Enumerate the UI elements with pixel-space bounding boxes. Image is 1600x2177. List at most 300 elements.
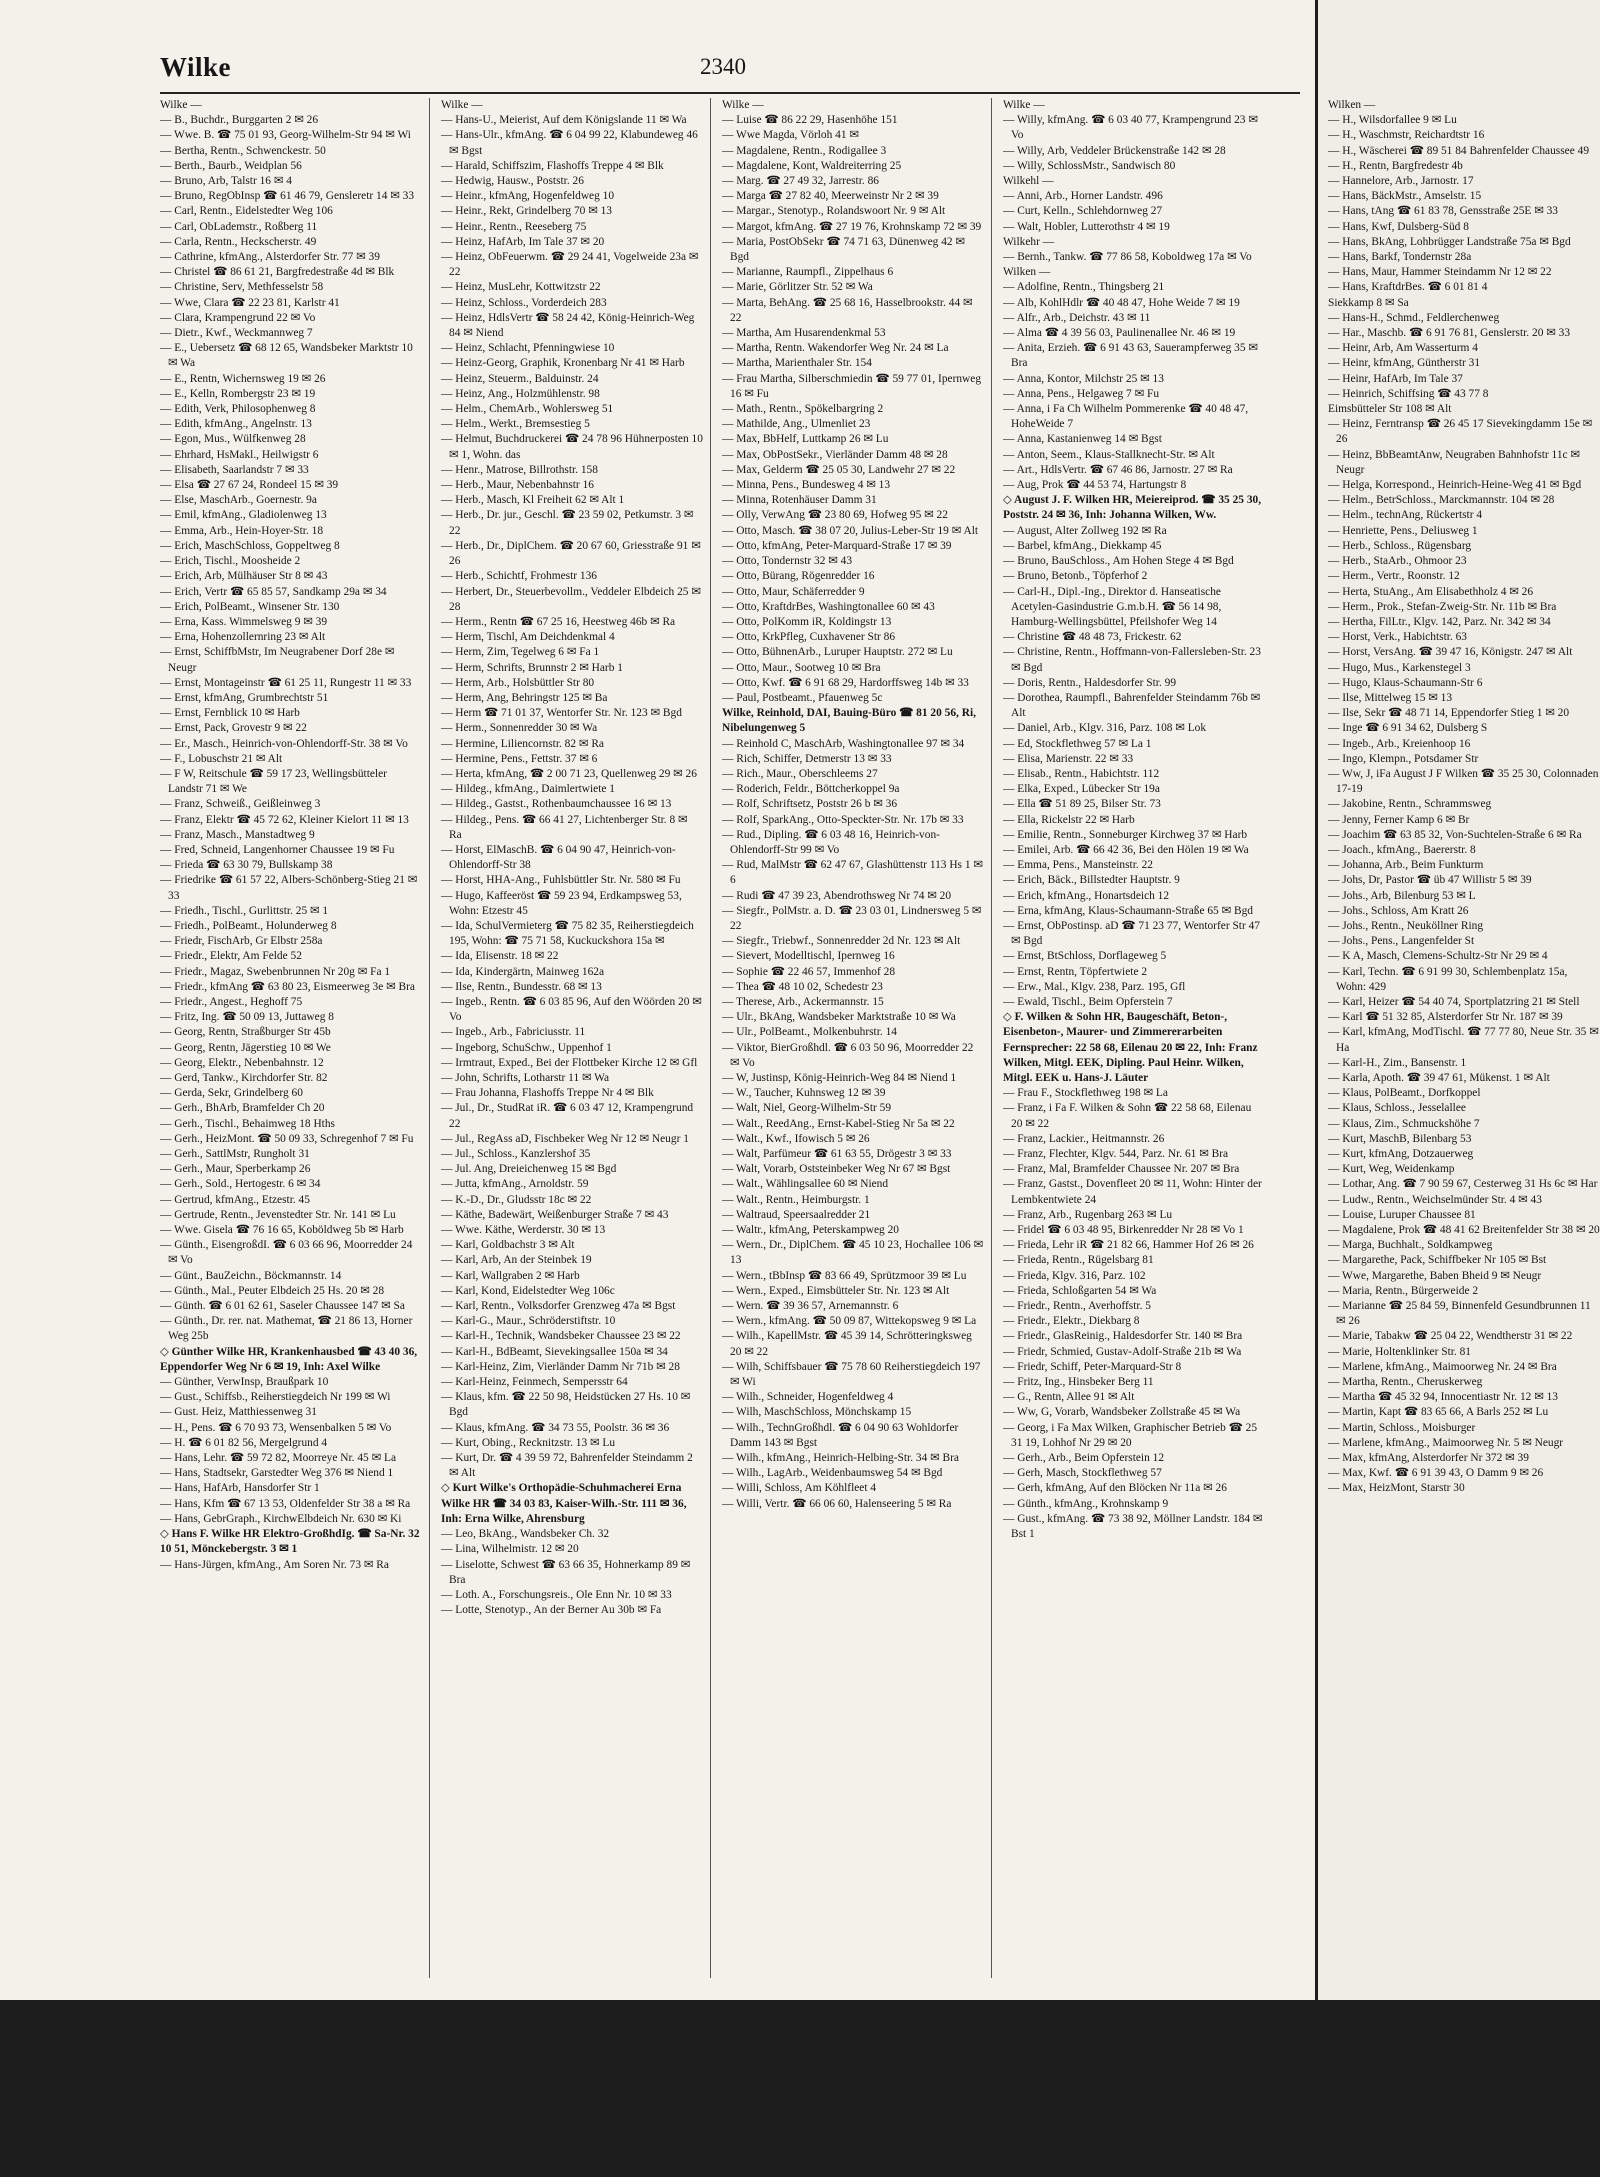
directory-entry: — Erw., Mal., Klgv. 238, Parz. 195, Gfl (1003, 980, 1186, 993)
directory-entry: — Klaus, Zim., Schmuckshöhe 7 (1328, 1117, 1480, 1130)
directory-entry: — Heinz, Ang., Holzmühlenstr. 98 (441, 387, 600, 400)
directory-entry: — Frau F., Stockflethweg 198 ✉ La (1003, 1087, 1168, 1100)
directory-entry: — Max, HeizMont, Starstr 30 (1328, 1482, 1465, 1495)
directory-entry: — Herm., Rentn ☎ 67 25 16, Heestweg 46b ✉ Ra (441, 615, 676, 628)
directory-entry: — Franz, Arb., Rugenbarg 263 ✉ Lu (1003, 1208, 1173, 1221)
directory-entry: — Johs., Pens., Langenfelder St (1328, 935, 1475, 948)
directory-entry: — Clara, Krampengrund 22 ✉ Vo (160, 311, 316, 324)
directory-entry: — Joach., kfmAng., Baererstr. 8 (1328, 843, 1476, 856)
directory-entry: — Marlene, kfmAng., Maimoorweg Nr. 5 ✉ Neugr (1328, 1436, 1564, 1449)
directory-entry: — Hans-U., Meierist, Auf dem Königslande 11 ✉ Wa (441, 114, 687, 127)
directory-entry: — Frieda, Klgv. 316, Parz. 102 (1003, 1269, 1146, 1282)
directory-entry: — Otto, KraftdrBes, Washingtonallee 60 ✉ 43 (722, 600, 935, 613)
directory-entry: — Waltraud, Speersaalredder 21 (722, 1208, 871, 1221)
directory-entry: — Ernst, SchiffbMstr, Im Neugrabener Dorf 28e ✉ Neugr (160, 646, 395, 674)
directory-entry: — Hermine, Liliencornstr. 82 ✉ Ra (441, 737, 604, 750)
directory-entry: — Karl ☎ 51 32 85, Alsterdorfer Str Nr. 187 ✉ 39 (1328, 1011, 1563, 1024)
directory-entry: — Friedh., PolBeamt., Holunderweg 8 (160, 919, 337, 932)
directory-entry: — Herb., Maur, Nebenbahnstr 16 (441, 479, 594, 492)
directory-entry: — Otto, PolKomm iR, Koldingstr 13 (722, 615, 892, 628)
directory-entry: — Karl, Goldbachstr 3 ✉ Alt (441, 1239, 575, 1252)
directory-entry: — Hans, KraftdrBes. ☎ 6 01 81 4 (1328, 281, 1488, 294)
directory-entry: — Willy, Arb, Veddeler Brückenstraße 142 ✉ 28 (1003, 144, 1226, 157)
directory-entry: — Otto, Masch. ☎ 38 07 20, Julius-Leber-Str 19 ✉ Alt (722, 524, 979, 537)
directory-entry: — F., Lobuschstr 21 ✉ Alt (160, 752, 283, 765)
directory-entry: — Lina, Wilhelmistr. 12 ✉ 20 (441, 1543, 579, 1556)
directory-entry: — Ludw., Rentn., Weichselmünder Str. 4 ✉ 43 (1328, 1193, 1542, 1206)
directory-entry: — Otto, Bürang, Rögenredder 16 (722, 570, 875, 583)
directory-entry: — Hans, Barkf, Tondernstr 28a (1328, 251, 1472, 264)
directory-entry: — Heinz, Schlacht, Pfenningwiese 10 (441, 342, 615, 355)
directory-entry: — Herm, Zim, Tegelweg 6 ✉ Fa 1 (441, 646, 600, 659)
directory-entry: — Gerd, Tankw., Kirchdorfer Str. 82 (160, 1072, 328, 1084)
directory-entry: — Willi, Vertr. ☎ 66 06 60, Halenseering 5 ✉ Ra (722, 1497, 952, 1510)
directory-entry: — Günth., Dr. rer. nat. Mathemat, ☎ 21 86 13, Horner Weg 25b (160, 1315, 413, 1343)
directory-entry: — Günt., BauZeichn., Böckmannstr. 14 (160, 1269, 342, 1282)
directory-entry: — Marie, Holtenklinker Str. 81 (1328, 1345, 1471, 1358)
directory-entry: — Bernh., Tankw. ☎ 77 86 58, Koboldweg 17a ✉ Vo (1003, 251, 1252, 264)
directory-entry: — Marg. ☎ 27 49 32, Jarrestr. 86 (722, 175, 879, 188)
directory-entry: — Wern., Dr., DiplChem. ☎ 45 10 23, Hochallee 106 ✉ 13 (722, 1239, 984, 1267)
directory-entry: — Ernst, BtSchloss, Dorflageweg 5 (1003, 950, 1167, 963)
directory-entry: — Anna, Kastanienweg 14 ✉ Bgst (1003, 433, 1162, 446)
directory-entry: — Klaus, PolBeamt., Dorfkoppel (1328, 1087, 1481, 1100)
directory-entry: — H. ☎ 6 01 82 56, Mergelgrund 4 (160, 1436, 328, 1449)
directory-entry: — Karl-H., BdBeamt, Sievekingsallee 150a ✉ 34 (441, 1345, 668, 1358)
directory-entry: — H., Waschmstr, Reichardtstr 16 (1328, 129, 1485, 142)
directory-entry: — Friedr., GlasReinig., Haldesdorfer Str. 140 ✉ Bra (1003, 1330, 1243, 1343)
directory-entry: — Marga, Buchhalt., Soldkampweg (1328, 1239, 1493, 1252)
directory-entry: — Wilh., KapellMstr. ☎ 45 39 14, Schrötteringksweg 20 ✉ 22 (722, 1330, 972, 1358)
directory-entry: — Rolf, SparkAng., Otto-Speckter-Str. Nr. 17b ✉ 33 (722, 813, 964, 826)
directory-entry: — Herm, Tischl, Am Deichdenkmal 4 (441, 631, 615, 644)
directory-entry: — Bertha, Rentn., Schwenckestr. 50 (160, 144, 326, 157)
directory-entry: — Herb., Schichtf, Frohmestr 136 (441, 570, 597, 583)
directory-entry: — Willy, SchlossMstr., Sandwisch 80 (1003, 159, 1176, 172)
directory-entry: — Otto, KrkPfleg, Cuxhavener Str 86 (722, 631, 896, 644)
directory-entry: — Carl, Rentn., Eidelstedter Weg 106 (160, 205, 333, 218)
directory-entry: — Martha, Marienthaler Str. 154 (722, 357, 872, 370)
directory-entry: — Edith, kfmAng., Angelnstr. 13 (160, 418, 312, 431)
directory-entry: — Heinz, Schloss., Vorderdeich 283 (441, 296, 607, 309)
directory-entry: — Wern. ☎ 39 36 57, Arnemannstr. 6 (722, 1300, 899, 1313)
directory-entry: Wilke, Reinhold, DAI, Bauing-Büro ☎ 81 20 56, Ri, Nibelungenweg 5 (722, 707, 976, 735)
directory-entry: — Leo, BkAng., Wandsbeker Ch. 32 (441, 1528, 610, 1541)
directory-entry: — Gust. Heiz, Matthiessenweg 31 (160, 1406, 317, 1419)
directory-entry: — Herm ☎ 71 01 37, Wentorfer Str. Nr. 123 ✉ Bgd (441, 707, 682, 720)
directory-entry: — Ernst, ObPostinsp. aD ☎ 71 23 77, Wentorfer Str 47 ✉ Bgd (1003, 919, 1260, 948)
directory-entry: — Friedr., Magaz, Swebenbrunnen Nr 20g ✉ Fa 1 (160, 965, 391, 978)
directory-entry: — Hans, BäckMstr., Amselstr. 15 (1328, 190, 1482, 203)
directory-entry: — G., Rentn, Allee 91 ✉ Alt (1003, 1391, 1135, 1404)
directory-entry: — Otto, Kwf. ☎ 6 91 68 29, Hardorffsweg 14b ✉ 33 (722, 676, 969, 689)
directory-entry: — Karl-H., Technik, Wandsbeker Chaussee 23 ✉ 22 (441, 1330, 681, 1343)
directory-entry: — Herm, Ang, Behringstr 125 ✉ Ba (441, 691, 608, 704)
directory-entry: — Ewald, Tischl., Beim Opferstein 7 (1003, 995, 1173, 1008)
directory-entry: — Ernst, Fernblick 10 ✉ Harb (160, 707, 300, 720)
directory-entry: — Wwe. Gisela ☎ 76 16 65, Koböldweg 5b ✉ Harb (160, 1224, 404, 1237)
directory-entry: — Elka, Exped., Lübecker Str 19a (1003, 783, 1160, 796)
directory-entry: — Aug, Prok ☎ 44 53 74, Hartungstr 8 (1003, 479, 1187, 492)
directory-entry: ◇ Kurt Wilke's Orthopädie-Schuhmacherei Erna Wilke HR ☎ 34 03 83, Kaiser-Wilh.-Str. 111 ✉ 36, Inh: Erna Wilke, Ahrensburg (441, 1482, 687, 1525)
directory-entry: — Walt, Vorarb, Oststeinbeker Weg Nr 67 ✉ Bgst (722, 1163, 951, 1176)
directory-entry: — Jenny, Ferner Kamp 6 ✉ Br (1328, 813, 1470, 826)
directory-entry: — Fred, Schneid, Langenhorner Chaussee 19 ✉ Fu (160, 843, 395, 856)
directory-entry: — Ernst, Pack, Grovestr 9 ✉ 22 (160, 722, 307, 735)
directory-entry: — Heinz, Ferntransp ☎ 26 45 17 Sievekingdamm 15e ✉ 26 (1328, 418, 1593, 446)
directory-entry: — Art., HdlsVertr. ☎ 67 46 86, Jarnostr. 27 ✉ Ra (1003, 463, 1233, 476)
directory-entry: — Heinz-Georg, Graphik, Kronenbarg Nr 41 ✉ Harb (441, 357, 685, 370)
directory-entry: — Ernst, Montageinstr ☎ 61 25 11, Rungestr 11 ✉ 33 (160, 676, 412, 689)
directory-entry: — Walt, Hobler, Lutterothstr 4 ✉ 19 (1003, 220, 1170, 233)
directory-entry: — Martha, Rentn. Wakendorfer Weg Nr. 24 ✉ La (722, 342, 949, 355)
directory-entry: — Henriette, Pens., Deliusweg 1 (1328, 524, 1478, 537)
directory-entry: — Ilse, Rentn., Bundesstr. 68 ✉ 13 (441, 980, 602, 993)
directory-entry: — Magdalene, Rentn., Rodigallee 3 (722, 144, 887, 157)
directory-entry: — Lotte, Stenotyp., An der Berner Au 30b ✉ Fa (441, 1604, 662, 1617)
directory-entry: — Frau Johanna, Flashoffs Treppe Nr 4 ✉ Blk (441, 1087, 654, 1100)
directory-entry: — Herta, kfmAng, ☎ 2 00 71 23, Quellenweg 29 ✉ 26 (441, 767, 697, 780)
directory-entry: — Edith, Verk, Philosophenweg 8 (160, 403, 316, 416)
directory-entry: — Hans, GebrGraph., KirchwElbdeich Nr. 630 ✉ Ki (160, 1512, 402, 1525)
directory-entry: — Herb., Schloss., Rügensbarg (1328, 539, 1472, 552)
directory-entry: — Elisabeth, Saarlandstr 7 ✉ 33 (160, 463, 309, 476)
directory-entry: — Else, MaschArb., Goernestr. 9a (160, 494, 317, 507)
directory-entry: — Hertha, FilLtr., Klgv. 142, Parz. Nr. 342 ✉ 34 (1328, 615, 1551, 628)
directory-entry: ◇ August J. F. Wilken HR, Meiereiprod. ☎ 35 25 30, Poststr. 24 ✉ 36, Inh: Johanna Wilken, Ww. (1003, 494, 1262, 522)
directory-entry: — Christine, Serv, Methfesselstr 58 (160, 281, 324, 294)
directory-entry: — Herm., Prok., Stefan-Zweig-Str. Nr. 11b ✉ Bra (1328, 600, 1557, 613)
directory-entry: — Gerh., BhArb, Bramfelder Ch 20 (160, 1102, 325, 1115)
directory-entry: — Franz, Flechter, Klgv. 544, Parz. Nr. 61 ✉ Bra (1003, 1148, 1229, 1161)
directory-entry: — Viktor, BierGroßhdl. ☎ 6 03 50 96, Moorredder 22 ✉ Vo (722, 1041, 974, 1069)
directory-entry: — Kurt, Weg, Weidenkamp (1328, 1163, 1455, 1176)
directory-entry: — Ingeb., Rentn. ☎ 6 03 85 96, Auf den Wöörden 20 ✉ Vo (441, 995, 702, 1024)
directory-entry: — Emilei, Arb. ☎ 66 42 36, Bei den Hölen 19 ✉ Wa (1003, 843, 1249, 856)
directory-entry: — Egon, Mus., Wülfkenweg 28 (160, 433, 306, 446)
directory-entry: — Hans, Maur, Hammer Steindamm Nr 12 ✉ 22 (1328, 266, 1552, 279)
directory-entry: — Ida, Elisenstr. 18 ✉ 22 (441, 950, 559, 963)
directory-entry: — Helm., BetrSchloss., Marckmannstr. 104 ✉ 28 (1328, 494, 1555, 507)
directory-entry: — Barbel, kfmAng., Diekkamp 45 (1003, 539, 1162, 552)
directory-entry: — Karl, Kond, Eidelstedter Weg 106c (441, 1284, 615, 1297)
directory-entry: — Herm, Arb., Holsbüttler Str 80 (441, 676, 595, 689)
directory-entry: — Waltr., kfmAng, Peterskampweg 20 (722, 1224, 899, 1237)
directory-entry: — Max, BbHelf, Luttkamp 26 ✉ Lu (722, 433, 889, 446)
directory-entry: — H., Wäscherei ☎ 89 51 84 Bahrenfelder Chaussee 49 (1328, 144, 1590, 157)
directory-entry: ◇ Günther Wilke HR, Krankenhausbed ☎ 43 40 36, Eppendorfer Weg Nr 6 ✉ 19, Inh: Axel Wilke (160, 1345, 418, 1373)
column-4 (1003, 98, 1265, 1993)
directory-entry: — Math., Rentn., Spökelbargring 2 (722, 403, 884, 416)
directory-entry: — Thea ☎ 48 10 02, Schedestr 23 (722, 980, 883, 993)
directory-entry: — Margot, kfmAng. ☎ 27 19 76, Krohnskamp 72 ✉ 39 (722, 220, 982, 233)
directory-entry: — Ed, Stockflethweg 57 ✉ La 1 (1003, 737, 1152, 750)
directory-entry: — Erna, Hohenzollernring 23 ✉ Alt (160, 631, 326, 644)
directory-entry: — Rudi ☎ 47 39 23, Abendrothsweg Nr 74 ✉ 20 (722, 889, 952, 902)
directory-entry: — Wwe, Margarethe, Baben Bheid 9 ✉ Neugr (1328, 1269, 1542, 1282)
directory-entry: — Dorothea, Raumpfl., Bahrenfelder Steindamm 76b ✉ Alt (1003, 691, 1261, 720)
directory-entry: — Luise ☎ 86 22 29, Hasenhöhe 151 (722, 114, 898, 127)
directory-entry: — Günth., EisengroßdI. ☎ 6 03 66 96, Moorredder 24 ✉ Vo (160, 1239, 413, 1267)
directory-entry: — Herb., Dr. jur., Geschl. ☎ 23 59 02, Petkumstr. 3 ✉ 22 (441, 509, 694, 537)
directory-entry: — Mathilde, Ang., Ulmenliet 23 (722, 418, 871, 431)
directory-entry: — Erich, PolBeamt., Winsener Str. 130 (160, 600, 340, 613)
directory-entry: — Klaus, Schloss., Jesselallee (1328, 1102, 1466, 1115)
directory-entry: — Emma, Pens., Mansteinstr. 22 (1003, 859, 1153, 872)
directory-entry: — Heinr, kfmAng, Güntherstr 31 (1328, 357, 1481, 370)
directory-entry: — Magdalene, Prok ☎ 48 41 62 Breitenfelder Str 38 ✉ 20 (1328, 1224, 1600, 1237)
directory-entry: — Franz, Schweiß., Geißleinweg 3 (160, 798, 321, 811)
directory-entry: — Heinz, HafArb, Im Tale 37 ✉ 20 (441, 235, 605, 248)
directory-entry: — Gertrud, kfmAng., Etzestr. 45 (160, 1193, 310, 1206)
directory-entry: — Herta, StuAng., Am Elisabethholz 4 ✉ 26 (1328, 585, 1534, 598)
directory-entry: — Karl-G., Maur., Schröderstiftstr. 10 (441, 1315, 616, 1328)
directory-entry: — Franz, i Fa F. Wilken & Sohn ☎ 22 58 68, Eilenau 20 ✉ 22 (1003, 1102, 1252, 1130)
directory-entry: — Johs, Dr, Pastor ☎ üb 47 Willistr 5 ✉ 39 (1328, 874, 1532, 887)
directory-entry: — Wern., Exped., Eimsbütteler Str. Nr. 123 ✉ Alt (722, 1284, 950, 1297)
directory-entry: — Erna, Kass. Wimmelsweg 9 ✉ 39 (160, 615, 328, 628)
directory-entry: Wilkehr — (1003, 235, 1055, 248)
directory-entry: — Günth., Mal., Peuter Elbdeich 25 Hs. 20 ✉ 28 (160, 1284, 385, 1297)
directory-entry: — Friedr, Schmied, Gustav-Adolf-Straße 21b ✉ Wa (1003, 1345, 1242, 1358)
directory-entry: — Erich, Arb, Mülhäuser Str 8 ✉ 43 (160, 570, 328, 583)
directory-entry: — Wwe. Käthe, Werderstr. 30 ✉ 13 (441, 1224, 606, 1237)
directory-entry: — H., Pens. ☎ 6 70 93 73, Wensenbalken 5 ✉ Vo (160, 1421, 392, 1434)
directory-entry: — Herm, Schrifts, Brunnstr 2 ✉ Harb 1 (441, 661, 623, 674)
directory-entry: — Hans-Ulr., kfmAng. ☎ 6 04 99 22, Klabundeweg 46 ✉ Bgst (441, 129, 698, 157)
directory-entry: — Karl, Heizer ☎ 54 40 74, Sportplatzring 21 ✉ Stell (1328, 995, 1580, 1008)
directory-entry: — Hans, Kfm ☎ 67 13 53, Oldenfelder Str 38 a ✉ Ra (160, 1497, 411, 1510)
directory-entry: — Walt., Wählingsallee 60 ✉ Niend (722, 1178, 889, 1191)
directory-entry: — Anton, Seem., Klaus-Stallknecht-Str. ✉ Alt (1003, 448, 1215, 461)
page-header (160, 50, 1295, 90)
directory-entry: — Ida, SchulVermieterg ☎ 75 82 35, Reiherstiegdeich 195, Wohn: ☎ 75 71 58, Kuckuckshora 15a ✉ (441, 919, 694, 948)
directory-entry: — Ww, G, Vorarb, Wandsbeker Zollstraße 45 ✉ Wa (1003, 1406, 1241, 1419)
directory-entry: — Christine ☎ 48 48 73, Frickestr. 62 (1003, 631, 1182, 644)
directory-entry: — Otto, Maur, Schäferredder 9 (722, 585, 865, 598)
directory-entry: Eimsbütteler Str 108 ✉ Alt (1328, 403, 1452, 416)
directory-entry: — Otto, Maur., Sootweg 10 ✉ Bra (722, 661, 881, 674)
directory-entry: — Irmtraut, Exped., Bei der Flottbeker Kirche 12 ✉ Gfl (441, 1056, 698, 1069)
directory-entry: — Emil, kfmAng., Gladiolenweg 13 (160, 509, 327, 522)
directory-entry: — Inge ☎ 6 91 34 62, Dulsberg S (1328, 722, 1488, 735)
directory-entry: — Rud., Dipling. ☎ 6 03 48 16, Heinrich-von-Ohlendorff-Str 99 ✉ Vo (722, 828, 940, 856)
directory-entry: — Ingo, Klempn., Potsdamer Str (1328, 752, 1479, 765)
directory-entry: — Georg, Rentn, Straßburger Str 45b (160, 1026, 331, 1039)
directory-entry: — Wilh., kfmAng., Heinrich-Helbing-Str. 34 ✉ Bra (722, 1452, 959, 1465)
directory-entry: — Sievert, Modelltischl, Ipernweg 16 (722, 950, 895, 963)
directory-entry: Wilke — (160, 99, 202, 111)
directory-entry: Siekkamp 8 ✉ Sa (1328, 296, 1409, 309)
directory-entry: — Olly, VerwAng ☎ 23 80 69, Hofweg 95 ✉ 22 (722, 509, 948, 522)
directory-entry: — Ella, Rickelstr 22 ✉ Harb (1003, 813, 1135, 826)
directory-entry: — Erich, kfmAng., Honartsdeich 12 (1003, 889, 1170, 902)
directory-entry: — Friedr., Elektr., Diekbarg 8 (1003, 1315, 1140, 1328)
column-divider (710, 98, 711, 1978)
directory-entry: — Max, Kwf. ☎ 6 91 39 43, O Damm 9 ✉ 26 (1328, 1467, 1544, 1480)
directory-entry: — Kurt, MaschB, Bilenbarg 53 (1328, 1132, 1472, 1145)
directory-entry: — Jakobine, Rentn., Schrammsweg (1328, 798, 1492, 811)
directory-entry: — Bruno, BauSchloss., Am Hohen Stege 4 ✉ Bgd (1003, 555, 1234, 568)
directory-entry: — Klaus, kfm. ☎ 22 50 98, Heidstücken 27 Hs. 10 ✉ Bgd (441, 1391, 691, 1419)
directory-entry: — Marianne ☎ 25 84 59, Binnenfeld Gesundbrunnen 11 ✉ 26 (1328, 1300, 1591, 1328)
directory-entry: — Frau Martha, Silberschmiedin ☎ 59 77 01, Ipernweg 16 ✉ Fu (722, 372, 982, 400)
directory-entry: — Anna, Pens., Helgaweg 7 ✉ Fu (1003, 387, 1160, 400)
directory-entry: — Walt, Niel, Georg-Wilhelm-Str 59 (722, 1102, 892, 1115)
directory-entry: — Franz, Elektr ☎ 45 72 62, Kleiner Kielort 11 ✉ 13 (160, 813, 409, 826)
directory-entry: — Heinz, MusLehr, Kottwitzstr 22 (441, 281, 601, 294)
directory-entry: — Ernst, kfmAng, Grumbrechtstr 51 (160, 691, 329, 704)
directory-entry: — Helm., technAng, Rückertstr 4 (1328, 509, 1483, 522)
directory-entry: — Erich, Vertr ☎ 65 85 57, Sandkamp 29a ✉ 34 (160, 585, 387, 598)
directory-entry: — Jutta, kfmAng., Arnoldstr. 59 (441, 1178, 589, 1191)
directory-entry: — Horst, HHA-Ang., Fuhlsbüttler Str. Nr. 580 ✉ Fu (441, 874, 681, 887)
directory-entry: — Doris, Rentn., Haldesdorfer Str. 99 (1003, 676, 1177, 689)
directory-entry: — Willi, Schloss, Am Köhlfleet 4 (722, 1482, 877, 1495)
directory-entry: — Bruno, Arb, Talstr 16 ✉ 4 (160, 175, 292, 188)
directory-entry: — Liselotte, Schwest ☎ 63 66 35, Hohnerkamp 89 ✉ Bra (441, 1558, 691, 1586)
directory-entry: — Wwe Magda, Vörloh 41 ✉ (722, 129, 859, 142)
directory-entry: — Karl, Arb, An der Steinbek 19 (441, 1254, 592, 1267)
directory-entry: — Otto, kfmAng, Peter-Marquard-Straße 17 ✉ 39 (722, 539, 952, 552)
directory-entry: — Friedr, Schiff, Peter-Marquard-Str 8 (1003, 1360, 1182, 1373)
directory-entry: — Emilie, Rentn., Sonneburger Kirchweg 37 ✉ Harb (1003, 828, 1248, 841)
directory-entry: — Walt., ReedAng., Ernst-Kabel-Stieg Nr 5a ✉ 22 (722, 1117, 955, 1130)
directory-entry: — Anni, Arb., Horner Landstr. 496 (1003, 190, 1163, 203)
directory-entry: — Wilh., Schneider, Hogenfeldweg 4 (722, 1391, 894, 1404)
directory-entry: — Minna, Pens., Bundesweg 4 ✉ 13 (722, 479, 891, 492)
directory-entry: — K A, Masch, Clemens-Schultz-Str Nr 29 ✉ 4 (1328, 950, 1548, 963)
directory-entry: — Günther, VerwInsp, Braußpark 10 (160, 1376, 329, 1389)
directory-entry: — Kurt, Obing., Recknitzstr. 13 ✉ Lu (441, 1436, 616, 1449)
directory-entry: — Kurt, Dr. ☎ 4 39 59 72, Bahrenfelder Steindamm 2 ✉ Alt (441, 1452, 693, 1480)
directory-entry: — Gerh., Tischl., Behaimweg 18 Hths (160, 1117, 335, 1130)
directory-entry: — Erich, Bäck., Billstedter Hauptstr. 9 (1003, 874, 1180, 887)
directory-entry: — Karl-Heinz, Zim, Vierländer Damm Nr 71b ✉ 28 (441, 1360, 680, 1373)
directory-entry: — Daniel, Arb., Klgv. 316, Parz. 108 ✉ Lok (1003, 722, 1207, 735)
directory-entry: — Ingeborg, SchuSchw., Uppenhof 1 (441, 1041, 612, 1054)
directory-entry: — Herbert, Dr., Steuerbevollm., Veddeler Elbdeich 25 ✉ 28 (441, 585, 701, 613)
directory-entry: — Walt., Kwf., Ifowisch 5 ✉ 26 (722, 1132, 870, 1145)
directory-entry: — Walt., Rentn., Heimburgstr. 1 (722, 1193, 870, 1206)
directory-entry: — Heinz, ObFeuerwm. ☎ 29 24 41, Vogelweide 23a ✉ 22 (441, 251, 699, 279)
directory-entry: — Herm., Vertr., Roonstr. 12 (1328, 570, 1460, 583)
directory-entry: — Alma ☎ 4 39 56 03, Paulinenallee Nr. 46 ✉ 19 (1003, 327, 1236, 340)
directory-entry: — Har., Maschb. ☎ 6 91 76 81, Genslerstr. 20 ✉ 33 (1328, 327, 1571, 340)
directory-entry: — Fritz, Ing., Hinsbeker Berg 11 (1003, 1376, 1154, 1389)
directory-entry: — Horst, VersAng. ☎ 39 47 16, Königstr. 247 ✉ Alt (1328, 646, 1573, 659)
directory-entry: — Bruno, RegObInsp ☎ 61 46 79, Gensleretr 14 ✉ 33 (160, 190, 415, 203)
directory-entry: — Dietr., Kwf., Weckmannweg 7 (160, 327, 313, 340)
directory-entry: — Franz, Gastst., Dovenfleet 20 ✉ 11, Wohn: Hinter der Lembkentwiete 24 (1003, 1178, 1262, 1206)
directory-entry: — Sophie ☎ 22 46 57, Immenhof 28 (722, 965, 896, 978)
directory-entry: — Ingeb., Arb., Kreienhoop 16 (1328, 737, 1471, 750)
directory-entry: — Jul., Dr., StudRat iR. ☎ 6 03 47 12, Krampengrund 22 (441, 1102, 694, 1130)
directory-entry: — Hans, BkAng, Lohbrügger Landstraße 75a ✉ Bgd (1328, 235, 1571, 248)
directory-entry: — Ingeb., Arb., Fabriciusstr. 11 (441, 1026, 586, 1039)
directory-entry: — Bruno, Betonb., Töpferhof 2 (1003, 570, 1148, 583)
directory-entry: — Carla, Rentn., Heckscherstr. 49 (160, 235, 317, 248)
adjacent-page-column (1328, 98, 1600, 1993)
directory-entry: Wilken — (1328, 99, 1376, 111)
directory-entry: — H., Wilsdorfallee 9 ✉ Lu (1328, 114, 1457, 127)
directory-entry: — Herb., Masch, Kl Freiheit 62 ✉ Alt 1 (441, 494, 625, 507)
directory-entry: — Heinz, HdlsVertr ☎ 58 24 42, König-Heinrich-Weg 84 ✉ Niend (441, 311, 695, 340)
directory-entry: — Gerh, kfmAng, Auf den Blöcken Nr 11a ✉ 26 (1003, 1482, 1227, 1495)
directory-entry: — Frieda ☎ 63 30 79, Bullskamp 38 (160, 859, 333, 872)
directory-entry: — Hans-Jürgen, kfmAng., Am Soren Nr. 73 ✉ Ra (160, 1558, 389, 1571)
directory-entry: — Friedr., Elektr, Am Felde 52 (160, 950, 302, 963)
directory-entry: — Hildeg., Gastst., Rothenbaumchaussee 16 ✉ 13 (441, 798, 672, 811)
directory-entry: — Anna, i Fa Ch Wilhelm Pommerenke ☎ 40 48 47, HoheWeide 7 (1003, 403, 1249, 431)
directory-entry: — Emma, Arb., Hein-Hoyer-Str. 18 (160, 524, 324, 537)
directory-entry: — Hans, tAng ☎ 61 83 78, Gensstraße 25E ✉ 33 (1328, 205, 1559, 218)
directory-entry: Wilken — (1003, 266, 1051, 279)
directory-entry: ◇ F. Wilken & Sohn HR, Baugeschäft, Beton-, Eisenbeton-, Maurer- und Zimmererarbeiten Fernsprecher: 22 58 68, Eilenau 20 ✉ 22, Inh: Franz Wilken, Mitgl. EEK, Dipling. Paul Heinr. Wilken, Mitgl. EEK u. Hans-J. Läuter (1003, 1011, 1258, 1084)
directory-entry: — Martha, Am Husarendenkmal 53 (722, 327, 886, 340)
directory-entry: — Ida, Kindergärtn, Mainweg 162a (441, 965, 605, 978)
directory-entry: — Marlene, kfmAng., Maimoorweg Nr. 24 ✉ Bra (1328, 1360, 1557, 1373)
directory-entry: — Klaus, kfmAng. ☎ 34 73 55, Poolstr. 36 ✉ 36 (441, 1421, 670, 1434)
directory-entry: — Karl, Wallgraben 2 ✉ Harb (441, 1269, 580, 1282)
directory-entry: — Berth., Baurb., Weidplan 56 (160, 159, 302, 172)
directory-entry: — Martin, Schloss., Moisburger (1328, 1421, 1476, 1434)
directory-entry: — Ulr., BkAng, Wandsbeker Marktstraße 10 ✉ Wa (722, 1011, 956, 1024)
directory-entry: — Franz, Mal, Bramfelder Chaussee Nr. 207 ✉ Bra (1003, 1163, 1240, 1176)
directory-entry: — Hans-H., Schmd., Feldlerchenweg (1328, 311, 1500, 324)
directory-entry: — Gerh., Maur, Sperberkamp 26 (160, 1163, 311, 1176)
directory-entry: — Wwe. B. ☎ 75 01 93, Georg-Wilhelm-Str 94 ✉ Wi (160, 129, 411, 142)
directory-entry: — Christel ☎ 86 61 21, Bargfredestraße 4d ✉ Blk (160, 266, 395, 279)
directory-entry: — Cathrine, kfmAng., Alsterdorfer Str. 77 ✉ 39 (160, 251, 380, 264)
directory-entry: — Friedr., Angest., Heghoff 75 (160, 995, 303, 1008)
directory-entry: — Reinhold C, MaschArb, Washingtonallee 97 ✉ 34 (722, 737, 965, 750)
header-rule (160, 92, 1300, 94)
directory-entry: — Rich, Schiffer, Detmerstr 13 ✉ 33 (722, 752, 892, 765)
directory-entry: — Joachim ☎ 63 85 32, Von-Suchtelen-Straße 6 ✉ Ra (1328, 828, 1582, 841)
directory-entry: — Jul. Ang, Dreieichenweg 15 ✉ Bgd (441, 1163, 617, 1176)
page-number: 2340 (700, 54, 746, 79)
directory-entry: — Friedr., kfmAng ☎ 63 80 23, Eismeerweg 3e ✉ Bra (160, 980, 415, 993)
directory-entry: — Martha, Rentn., Cheruskerweg (1328, 1376, 1483, 1389)
directory-entry: — Walt, Parfümeur ☎ 61 63 55, Drögestr 3 ✉ 33 (722, 1148, 952, 1161)
directory-entry: — Hildeg., Pens. ☎ 66 41 27, Lichtenberger Str. 8 ✉ Ra (441, 813, 688, 841)
directory-entry: — Helm., ChemArb., Wohlersweg 51 (441, 403, 614, 416)
directory-entry: — Johanna, Arb., Beim Funkturm (1328, 859, 1484, 872)
scan-background (0, 2000, 1600, 2177)
directory-entry: — Ilse, Mittelweg 15 ✉ 13 (1328, 691, 1453, 704)
directory-entry: — F W, Reitschule ☎ 59 17 23, Wellingsbütteler Landstr 71 ✉ We (160, 767, 387, 796)
directory-entry: — Horst, Verk., Habichtstr. 63 (1328, 631, 1467, 644)
directory-entry: — Heinz, Steuerm., Balduinstr. 24 (441, 372, 599, 385)
directory-entry: — Henr., Matrose, Billrothstr. 158 (441, 463, 598, 476)
directory-entry: — Friedh., Tischl., Gurlittstr. 25 ✉ 1 (160, 904, 329, 917)
running-head-title: Wilke (160, 52, 232, 82)
directory-entry: — Herb., Dr., DiplChem. ☎ 20 67 60, Griesstraße 91 ✉ 26 (441, 539, 701, 568)
directory-entry: — Martha ☎ 45 32 94, Innocentiastr Nr. 12 ✉ 13 (1328, 1391, 1558, 1404)
directory-entry: — W, Justinsp, König-Heinrich-Weg 84 ✉ Niend 1 (722, 1072, 957, 1084)
directory-entry: — Gerh, Masch, Stockflethweg 57 (1003, 1467, 1162, 1480)
directory-entry: Wilke — (722, 99, 764, 111)
directory-entry: — Friedr, FischArb, Gr Elbstr 258a (160, 935, 323, 948)
directory-entry: — John, Schrifts, Lotharstr 11 ✉ Wa (441, 1072, 610, 1084)
directory-entry: — Franz, Lackier., Heitmannstr. 26 (1003, 1132, 1165, 1145)
directory-entry: — Margarethe, Pack, Schiffbeker Nr 105 ✉ Bst (1328, 1254, 1547, 1267)
directory-entry: — Gerda, Sekr, Grindelberg 60 (160, 1087, 303, 1100)
directory-entry: — Gust., Schiffsb., Reiherstiegdeich Nr 199 ✉ Wi (160, 1391, 391, 1404)
directory-entry: — Erich, Tischl., Moosheide 2 (160, 555, 301, 568)
directory-entry: — Harald, Schiffszim, Flashoffs Treppe 4 ✉ Blk (441, 159, 664, 172)
